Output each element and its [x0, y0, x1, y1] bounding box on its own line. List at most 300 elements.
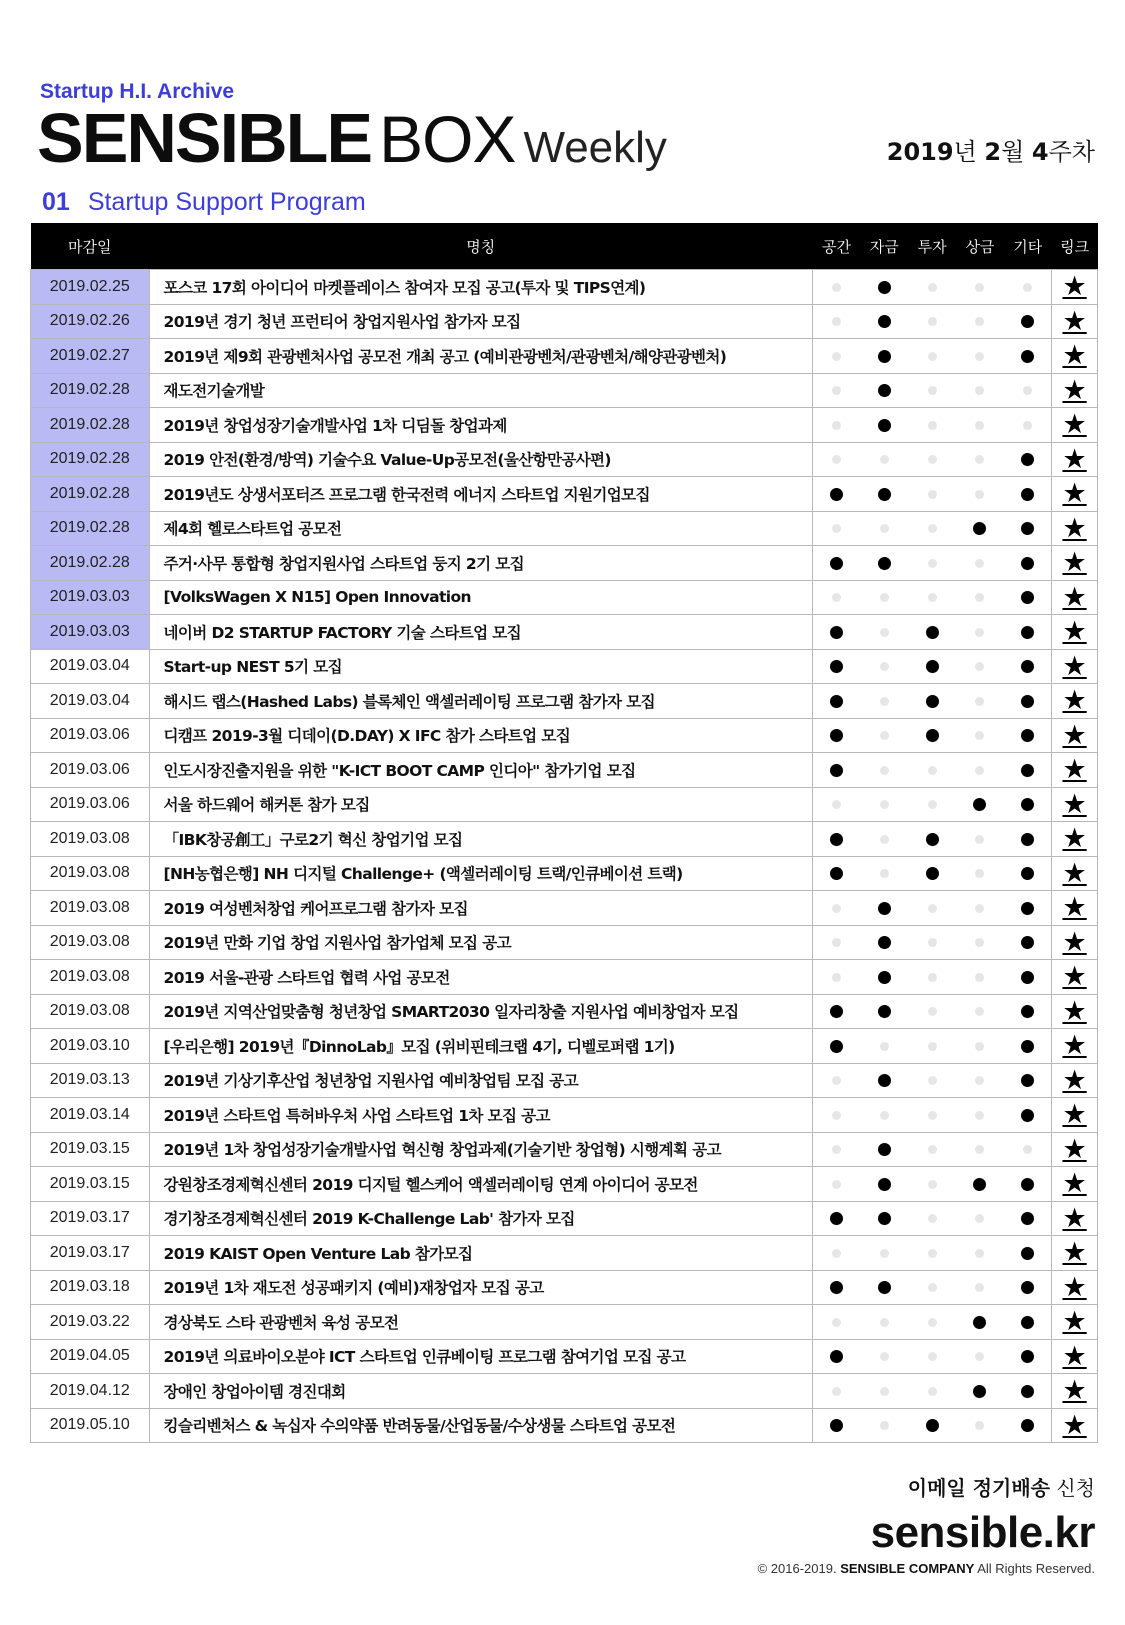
program-name-cell: 강원창조경제혁신센터 2019 디지털 헬스케어 액셀러레이팅 연계 아이디어 공모전: [149, 1167, 812, 1202]
empty-dot-icon: [928, 1283, 937, 1292]
space-flag-cell: [813, 1029, 861, 1064]
star-link-icon[interactable]: ★: [1062, 1168, 1087, 1200]
invest-flag-cell: [908, 1098, 956, 1133]
star-link-icon[interactable]: ★: [1062, 1306, 1087, 1338]
etc-flag-cell: [1004, 373, 1052, 408]
space-flag-cell: [813, 511, 861, 546]
table-row: [31, 1339, 1098, 1374]
star-link-icon[interactable]: ★: [1062, 1340, 1087, 1372]
col-space: 공간: [813, 223, 861, 270]
program-name-cell: 2019 서울-관광 스타트업 협력 사업 공모전: [149, 960, 812, 995]
star-link-icon[interactable]: ★: [1062, 1271, 1087, 1303]
col-fund: 자금: [860, 223, 908, 270]
empty-dot-icon: [880, 869, 889, 878]
space-flag-cell: [813, 718, 861, 753]
star-link-icon[interactable]: ★: [1062, 1237, 1087, 1269]
space-flag-cell: [813, 1063, 861, 1098]
star-link-icon[interactable]: ★: [1062, 995, 1087, 1027]
empty-dot-icon: [975, 1145, 984, 1154]
empty-dot-icon: [880, 766, 889, 775]
fund-flag-cell: [860, 1029, 908, 1064]
star-link-icon[interactable]: ★: [1062, 1375, 1087, 1407]
deadline-cell: 2019.02.26: [31, 304, 150, 339]
empty-dot-icon: [975, 1111, 984, 1120]
table-row: [31, 1029, 1098, 1064]
filled-dot-icon: [1021, 626, 1034, 639]
star-link-icon[interactable]: ★: [1062, 581, 1087, 613]
star-link-icon[interactable]: ★: [1062, 892, 1087, 924]
filled-dot-icon: [926, 660, 939, 673]
star-link-icon[interactable]: ★: [1062, 616, 1087, 648]
program-name-cell: 2019년 의료바이오분야 ICT 스타트업 인큐베이팅 프로그램 참여기업 모집 공고: [149, 1339, 812, 1374]
space-flag-cell: [813, 270, 861, 305]
invest-flag-cell: [908, 270, 956, 305]
empty-dot-icon: [975, 421, 984, 430]
filled-dot-icon: [1021, 1074, 1034, 1087]
empty-dot-icon: [880, 800, 889, 809]
fund-flag-cell: [860, 856, 908, 891]
star-link-icon[interactable]: ★: [1062, 1064, 1087, 1096]
fund-flag-cell: [860, 822, 908, 857]
filled-dot-icon: [830, 867, 843, 880]
filled-dot-icon: [830, 1212, 843, 1225]
prize-flag-cell: [956, 1098, 1004, 1133]
filled-dot-icon: [878, 971, 891, 984]
fund-flag-cell: [860, 1408, 908, 1443]
filled-dot-icon: [1021, 1109, 1034, 1122]
prize-flag-cell: [956, 580, 1004, 615]
program-name-cell: 2019년 스타트업 특허바우처 사업 스타트업 1차 모집 공고: [149, 1098, 812, 1133]
link-cell: [1052, 787, 1098, 822]
table-row: [31, 1167, 1098, 1202]
filled-dot-icon: [1021, 764, 1034, 777]
etc-flag-cell: [1004, 891, 1052, 926]
filled-dot-icon: [830, 557, 843, 570]
prize-flag-cell: [956, 270, 1004, 305]
filled-dot-icon: [878, 488, 891, 501]
space-flag-cell: [813, 546, 861, 581]
fund-flag-cell: [860, 304, 908, 339]
space-flag-cell: [813, 304, 861, 339]
deadline-cell: 2019.03.18: [31, 1270, 150, 1305]
empty-dot-icon: [975, 835, 984, 844]
deadline-cell: 2019.03.08: [31, 960, 150, 995]
empty-dot-icon: [928, 1042, 937, 1051]
invest-flag-cell: [908, 787, 956, 822]
filled-dot-icon: [1021, 1281, 1034, 1294]
space-flag-cell: [813, 1201, 861, 1236]
space-flag-cell: [813, 1374, 861, 1409]
star-link-icon[interactable]: ★: [1062, 409, 1087, 441]
star-link-icon[interactable]: ★: [1062, 650, 1087, 682]
space-flag-cell: [813, 1270, 861, 1305]
space-flag-cell: [813, 753, 861, 788]
empty-dot-icon: [928, 1318, 937, 1327]
fund-flag-cell: [860, 1339, 908, 1374]
empty-dot-icon: [928, 524, 937, 533]
filled-dot-icon: [926, 695, 939, 708]
empty-dot-icon: [975, 593, 984, 602]
fund-flag-cell: [860, 1305, 908, 1340]
prize-flag-cell: [956, 1305, 1004, 1340]
prize-flag-cell: [956, 822, 1004, 857]
etc-flag-cell: [1004, 304, 1052, 339]
email-subscribe-link[interactable]: 이메일 정기배송 신청: [907, 1476, 1095, 1500]
program-name-cell: 장애인 창업아이템 경진대회: [149, 1374, 812, 1409]
filled-dot-icon: [1021, 867, 1034, 880]
filled-dot-icon: [878, 1212, 891, 1225]
filled-dot-icon: [830, 833, 843, 846]
fund-flag-cell: [860, 891, 908, 926]
star-link-icon[interactable]: ★: [1062, 1099, 1087, 1131]
space-flag-cell: [813, 649, 861, 684]
space-flag-cell: [813, 1339, 861, 1374]
filled-dot-icon: [878, 1143, 891, 1156]
space-flag-cell: [813, 615, 861, 650]
empty-dot-icon: [975, 1007, 984, 1016]
table-row: [31, 442, 1098, 477]
link-cell: [1052, 1201, 1098, 1236]
deadline-cell: 2019.02.28: [31, 442, 150, 477]
etc-flag-cell: [1004, 1201, 1052, 1236]
deadline-cell: 2019.02.28: [31, 511, 150, 546]
empty-dot-icon: [1023, 421, 1032, 430]
empty-dot-icon: [928, 455, 937, 464]
deadline-cell: 2019.03.06: [31, 787, 150, 822]
link-cell: [1052, 1236, 1098, 1271]
prize-flag-cell: [956, 1063, 1004, 1098]
table-header: [31, 223, 1098, 270]
empty-dot-icon: [975, 697, 984, 706]
empty-dot-icon: [880, 835, 889, 844]
star-link-icon[interactable]: ★: [1062, 685, 1087, 717]
empty-dot-icon: [975, 731, 984, 740]
empty-dot-icon: [975, 1421, 984, 1430]
etc-flag-cell: [1004, 1270, 1052, 1305]
fund-flag-cell: [860, 649, 908, 684]
invest-flag-cell: [908, 1167, 956, 1202]
filled-dot-icon: [1021, 1178, 1034, 1191]
program-name-cell: 2019 여성벤처창업 케어프로그램 참가자 모집: [149, 891, 812, 926]
filled-dot-icon: [1021, 488, 1034, 501]
etc-flag-cell: [1004, 753, 1052, 788]
star-link-icon[interactable]: ★: [1062, 1202, 1087, 1234]
empty-dot-icon: [975, 352, 984, 361]
star-link-icon[interactable]: ★: [1062, 340, 1087, 372]
empty-dot-icon: [928, 283, 937, 292]
etc-flag-cell: [1004, 477, 1052, 512]
star-link-icon[interactable]: ★: [1062, 512, 1087, 544]
link-cell: [1052, 1167, 1098, 1202]
program-name-cell: 인도시장진출지원을 위한 "K-ICT BOOT CAMP 인디아" 참가기업 모집: [149, 753, 812, 788]
star-link-icon[interactable]: ★: [1062, 788, 1087, 820]
program-name-cell: 2019년 지역산업맞춤형 청년창업 SMART2030 일자리창출 지원사업 예비창업자 모집: [149, 994, 812, 1029]
invest-flag-cell: [908, 1132, 956, 1167]
col-link: 링크: [1052, 223, 1098, 270]
prize-flag-cell: [956, 960, 1004, 995]
invest-flag-cell: [908, 856, 956, 891]
empty-dot-icon: [928, 490, 937, 499]
filled-dot-icon: [1021, 1419, 1034, 1432]
fund-flag-cell: [860, 511, 908, 546]
empty-dot-icon: [928, 1007, 937, 1016]
empty-dot-icon: [975, 1076, 984, 1085]
link-cell: [1052, 477, 1098, 512]
space-flag-cell: [813, 1167, 861, 1202]
deadline-cell: 2019.03.03: [31, 580, 150, 615]
prize-flag-cell: [956, 994, 1004, 1029]
deadline-cell: 2019.03.13: [31, 1063, 150, 1098]
prize-flag-cell: [956, 1270, 1004, 1305]
filled-dot-icon: [1021, 1040, 1034, 1053]
prize-flag-cell: [956, 787, 1004, 822]
empty-dot-icon: [880, 731, 889, 740]
prize-flag-cell: [956, 1167, 1004, 1202]
col-name: 명칭: [149, 223, 812, 270]
link-cell: [1052, 580, 1098, 615]
filled-dot-icon: [830, 626, 843, 639]
empty-dot-icon: [832, 455, 841, 464]
star-link-icon[interactable]: ★: [1062, 271, 1087, 303]
deadline-cell: 2019.02.28: [31, 373, 150, 408]
fund-flag-cell: [860, 1167, 908, 1202]
etc-flag-cell: [1004, 822, 1052, 857]
program-name-cell: Start-up NEST 5기 모집: [149, 649, 812, 684]
table-row: [31, 580, 1098, 615]
site-link[interactable]: sensible.kr: [870, 1508, 1095, 1557]
program-name-cell: 2019년 경기 청년 프런티어 창업지원사업 참가자 모집: [149, 304, 812, 339]
empty-dot-icon: [832, 904, 841, 913]
prize-flag-cell: [956, 477, 1004, 512]
table-row: [31, 339, 1098, 374]
star-link-icon[interactable]: ★: [1062, 443, 1087, 475]
star-link-icon[interactable]: ★: [1062, 547, 1087, 579]
space-flag-cell: [813, 580, 861, 615]
prize-flag-cell: [956, 891, 1004, 926]
etc-flag-cell: [1004, 960, 1052, 995]
table-row: [31, 994, 1098, 1029]
empty-dot-icon: [928, 317, 937, 326]
empty-dot-icon: [928, 593, 937, 602]
filled-dot-icon: [830, 695, 843, 708]
etc-flag-cell: [1004, 1339, 1052, 1374]
table-row: [31, 373, 1098, 408]
section-number: 01: [42, 188, 70, 216]
empty-dot-icon: [975, 455, 984, 464]
deadline-cell: 2019.03.08: [31, 891, 150, 926]
fund-flag-cell: [860, 1236, 908, 1271]
empty-dot-icon: [832, 1111, 841, 1120]
fund-flag-cell: [860, 373, 908, 408]
empty-dot-icon: [928, 352, 937, 361]
link-cell: [1052, 270, 1098, 305]
filled-dot-icon: [830, 764, 843, 777]
filled-dot-icon: [1021, 453, 1034, 466]
star-link-icon[interactable]: ★: [1062, 754, 1087, 786]
empty-dot-icon: [975, 490, 984, 499]
etc-flag-cell: [1004, 1408, 1052, 1443]
empty-dot-icon: [880, 524, 889, 533]
program-name-cell: 경상북도 스타 관광벤처 육성 공모전: [149, 1305, 812, 1340]
space-flag-cell: [813, 373, 861, 408]
prize-flag-cell: [956, 856, 1004, 891]
star-link-icon[interactable]: ★: [1062, 374, 1087, 406]
filled-dot-icon: [878, 557, 891, 570]
star-link-icon[interactable]: ★: [1062, 857, 1087, 889]
etc-flag-cell: [1004, 1167, 1052, 1202]
filled-dot-icon: [1021, 695, 1034, 708]
space-flag-cell: [813, 994, 861, 1029]
invest-flag-cell: [908, 1063, 956, 1098]
filled-dot-icon: [878, 1005, 891, 1018]
empty-dot-icon: [928, 421, 937, 430]
empty-dot-icon: [975, 1214, 984, 1223]
filled-dot-icon: [1021, 902, 1034, 915]
brand-logo: [37, 99, 667, 177]
prize-flag-cell: [956, 1408, 1004, 1443]
archive-label: Startup H.I. Archive: [40, 80, 235, 103]
etc-flag-cell: [1004, 1029, 1052, 1064]
etc-flag-cell: [1004, 1132, 1052, 1167]
link-cell: [1052, 822, 1098, 857]
filled-dot-icon: [878, 1178, 891, 1191]
filled-dot-icon: [926, 1419, 939, 1432]
deadline-cell: 2019.03.17: [31, 1236, 150, 1271]
table-row: [31, 1132, 1098, 1167]
empty-dot-icon: [928, 1352, 937, 1361]
deadline-cell: 2019.03.14: [31, 1098, 150, 1133]
filled-dot-icon: [1021, 591, 1034, 604]
etc-flag-cell: [1004, 649, 1052, 684]
col-etc: 기타: [1004, 223, 1052, 270]
invest-flag-cell: [908, 649, 956, 684]
prize-flag-cell: [956, 511, 1004, 546]
star-link-icon[interactable]: ★: [1062, 1133, 1087, 1165]
empty-dot-icon: [928, 559, 937, 568]
program-name-cell: 2019년 기상기후산업 청년창업 지원사업 예비창업팀 모집 공고: [149, 1063, 812, 1098]
invest-flag-cell: [908, 718, 956, 753]
star-link-icon[interactable]: ★: [1062, 961, 1087, 993]
empty-dot-icon: [832, 421, 841, 430]
section-heading: [42, 188, 366, 217]
empty-dot-icon: [1023, 386, 1032, 395]
deadline-cell: 2019.03.15: [31, 1132, 150, 1167]
table-row: [31, 1236, 1098, 1271]
etc-flag-cell: [1004, 408, 1052, 443]
etc-flag-cell: [1004, 718, 1052, 753]
star-link-icon[interactable]: ★: [1062, 1409, 1087, 1441]
fund-flag-cell: [860, 1132, 908, 1167]
link-cell: [1052, 1305, 1098, 1340]
invest-flag-cell: [908, 304, 956, 339]
filled-dot-icon: [830, 1419, 843, 1432]
empty-dot-icon: [880, 593, 889, 602]
program-table: [30, 223, 1098, 1443]
star-link-icon[interactable]: ★: [1062, 305, 1087, 337]
link-cell: [1052, 546, 1098, 581]
star-link-icon[interactable]: ★: [1062, 926, 1087, 958]
deadline-cell: 2019.03.04: [31, 649, 150, 684]
deadline-cell: 2019.03.06: [31, 753, 150, 788]
space-flag-cell: [813, 1132, 861, 1167]
table-row: [31, 477, 1098, 512]
fund-flag-cell: [860, 477, 908, 512]
fund-flag-cell: [860, 787, 908, 822]
empty-dot-icon: [975, 938, 984, 947]
link-cell: [1052, 408, 1098, 443]
space-flag-cell: [813, 1408, 861, 1443]
deadline-cell: 2019.04.12: [31, 1374, 150, 1409]
prize-flag-cell: [956, 649, 1004, 684]
empty-dot-icon: [975, 1283, 984, 1292]
program-name-cell: [VolksWagen X N15] Open Innovation: [149, 580, 812, 615]
star-link-icon[interactable]: ★: [1062, 823, 1087, 855]
issue-week: 2019년 2월 4주차: [886, 138, 1095, 166]
link-cell: [1052, 339, 1098, 374]
link-cell: [1052, 960, 1098, 995]
program-name-cell: 해시드 랩스(Hashed Labs) 블록체인 액셀러레이팅 프로그램 참가자 모집: [149, 684, 812, 719]
star-link-icon[interactable]: ★: [1062, 1030, 1087, 1062]
filled-dot-icon: [926, 626, 939, 639]
program-name-cell: 2019 안전(환경/방역) 기술수요 Value-Up공모전(울산항만공사편): [149, 442, 812, 477]
deadline-cell: 2019.03.17: [31, 1201, 150, 1236]
empty-dot-icon: [880, 628, 889, 637]
empty-dot-icon: [880, 1042, 889, 1051]
prize-flag-cell: [956, 1374, 1004, 1409]
star-link-icon[interactable]: ★: [1062, 478, 1087, 510]
fund-flag-cell: [860, 1063, 908, 1098]
prize-flag-cell: [956, 615, 1004, 650]
etc-flag-cell: [1004, 925, 1052, 960]
filled-dot-icon: [1021, 315, 1034, 328]
filled-dot-icon: [830, 1040, 843, 1053]
filled-dot-icon: [926, 867, 939, 880]
empty-dot-icon: [880, 1111, 889, 1120]
filled-dot-icon: [1021, 350, 1034, 363]
table-row: [31, 753, 1098, 788]
invest-flag-cell: [908, 546, 956, 581]
space-flag-cell: [813, 925, 861, 960]
etc-flag-cell: [1004, 787, 1052, 822]
etc-flag-cell: [1004, 270, 1052, 305]
filled-dot-icon: [973, 1316, 986, 1329]
empty-dot-icon: [832, 1318, 841, 1327]
space-flag-cell: [813, 787, 861, 822]
filled-dot-icon: [1021, 1385, 1034, 1398]
star-link-icon[interactable]: ★: [1062, 719, 1087, 751]
fund-flag-cell: [860, 753, 908, 788]
empty-dot-icon: [880, 1318, 889, 1327]
table-row: [31, 1063, 1098, 1098]
space-flag-cell: [813, 856, 861, 891]
deadline-cell: 2019.03.08: [31, 994, 150, 1029]
empty-dot-icon: [975, 766, 984, 775]
deadline-cell: 2019.03.03: [31, 615, 150, 650]
program-name-cell: 킹슬리벤처스 & 녹십자 수의약품 반려동물/산업동물/수상생물 스타트업 공모전: [149, 1408, 812, 1443]
empty-dot-icon: [880, 1352, 889, 1361]
empty-dot-icon: [880, 697, 889, 706]
etc-flag-cell: [1004, 1098, 1052, 1133]
table-row: [31, 1374, 1098, 1409]
invest-flag-cell: [908, 373, 956, 408]
copyright: © 2016-2019. SENSIBLE COMPANY All Rights Reserved.: [757, 1561, 1095, 1576]
deadline-cell: 2019.03.22: [31, 1305, 150, 1340]
empty-dot-icon: [975, 559, 984, 568]
empty-dot-icon: [928, 904, 937, 913]
table-row: [31, 1408, 1098, 1443]
invest-flag-cell: [908, 1305, 956, 1340]
invest-flag-cell: [908, 615, 956, 650]
